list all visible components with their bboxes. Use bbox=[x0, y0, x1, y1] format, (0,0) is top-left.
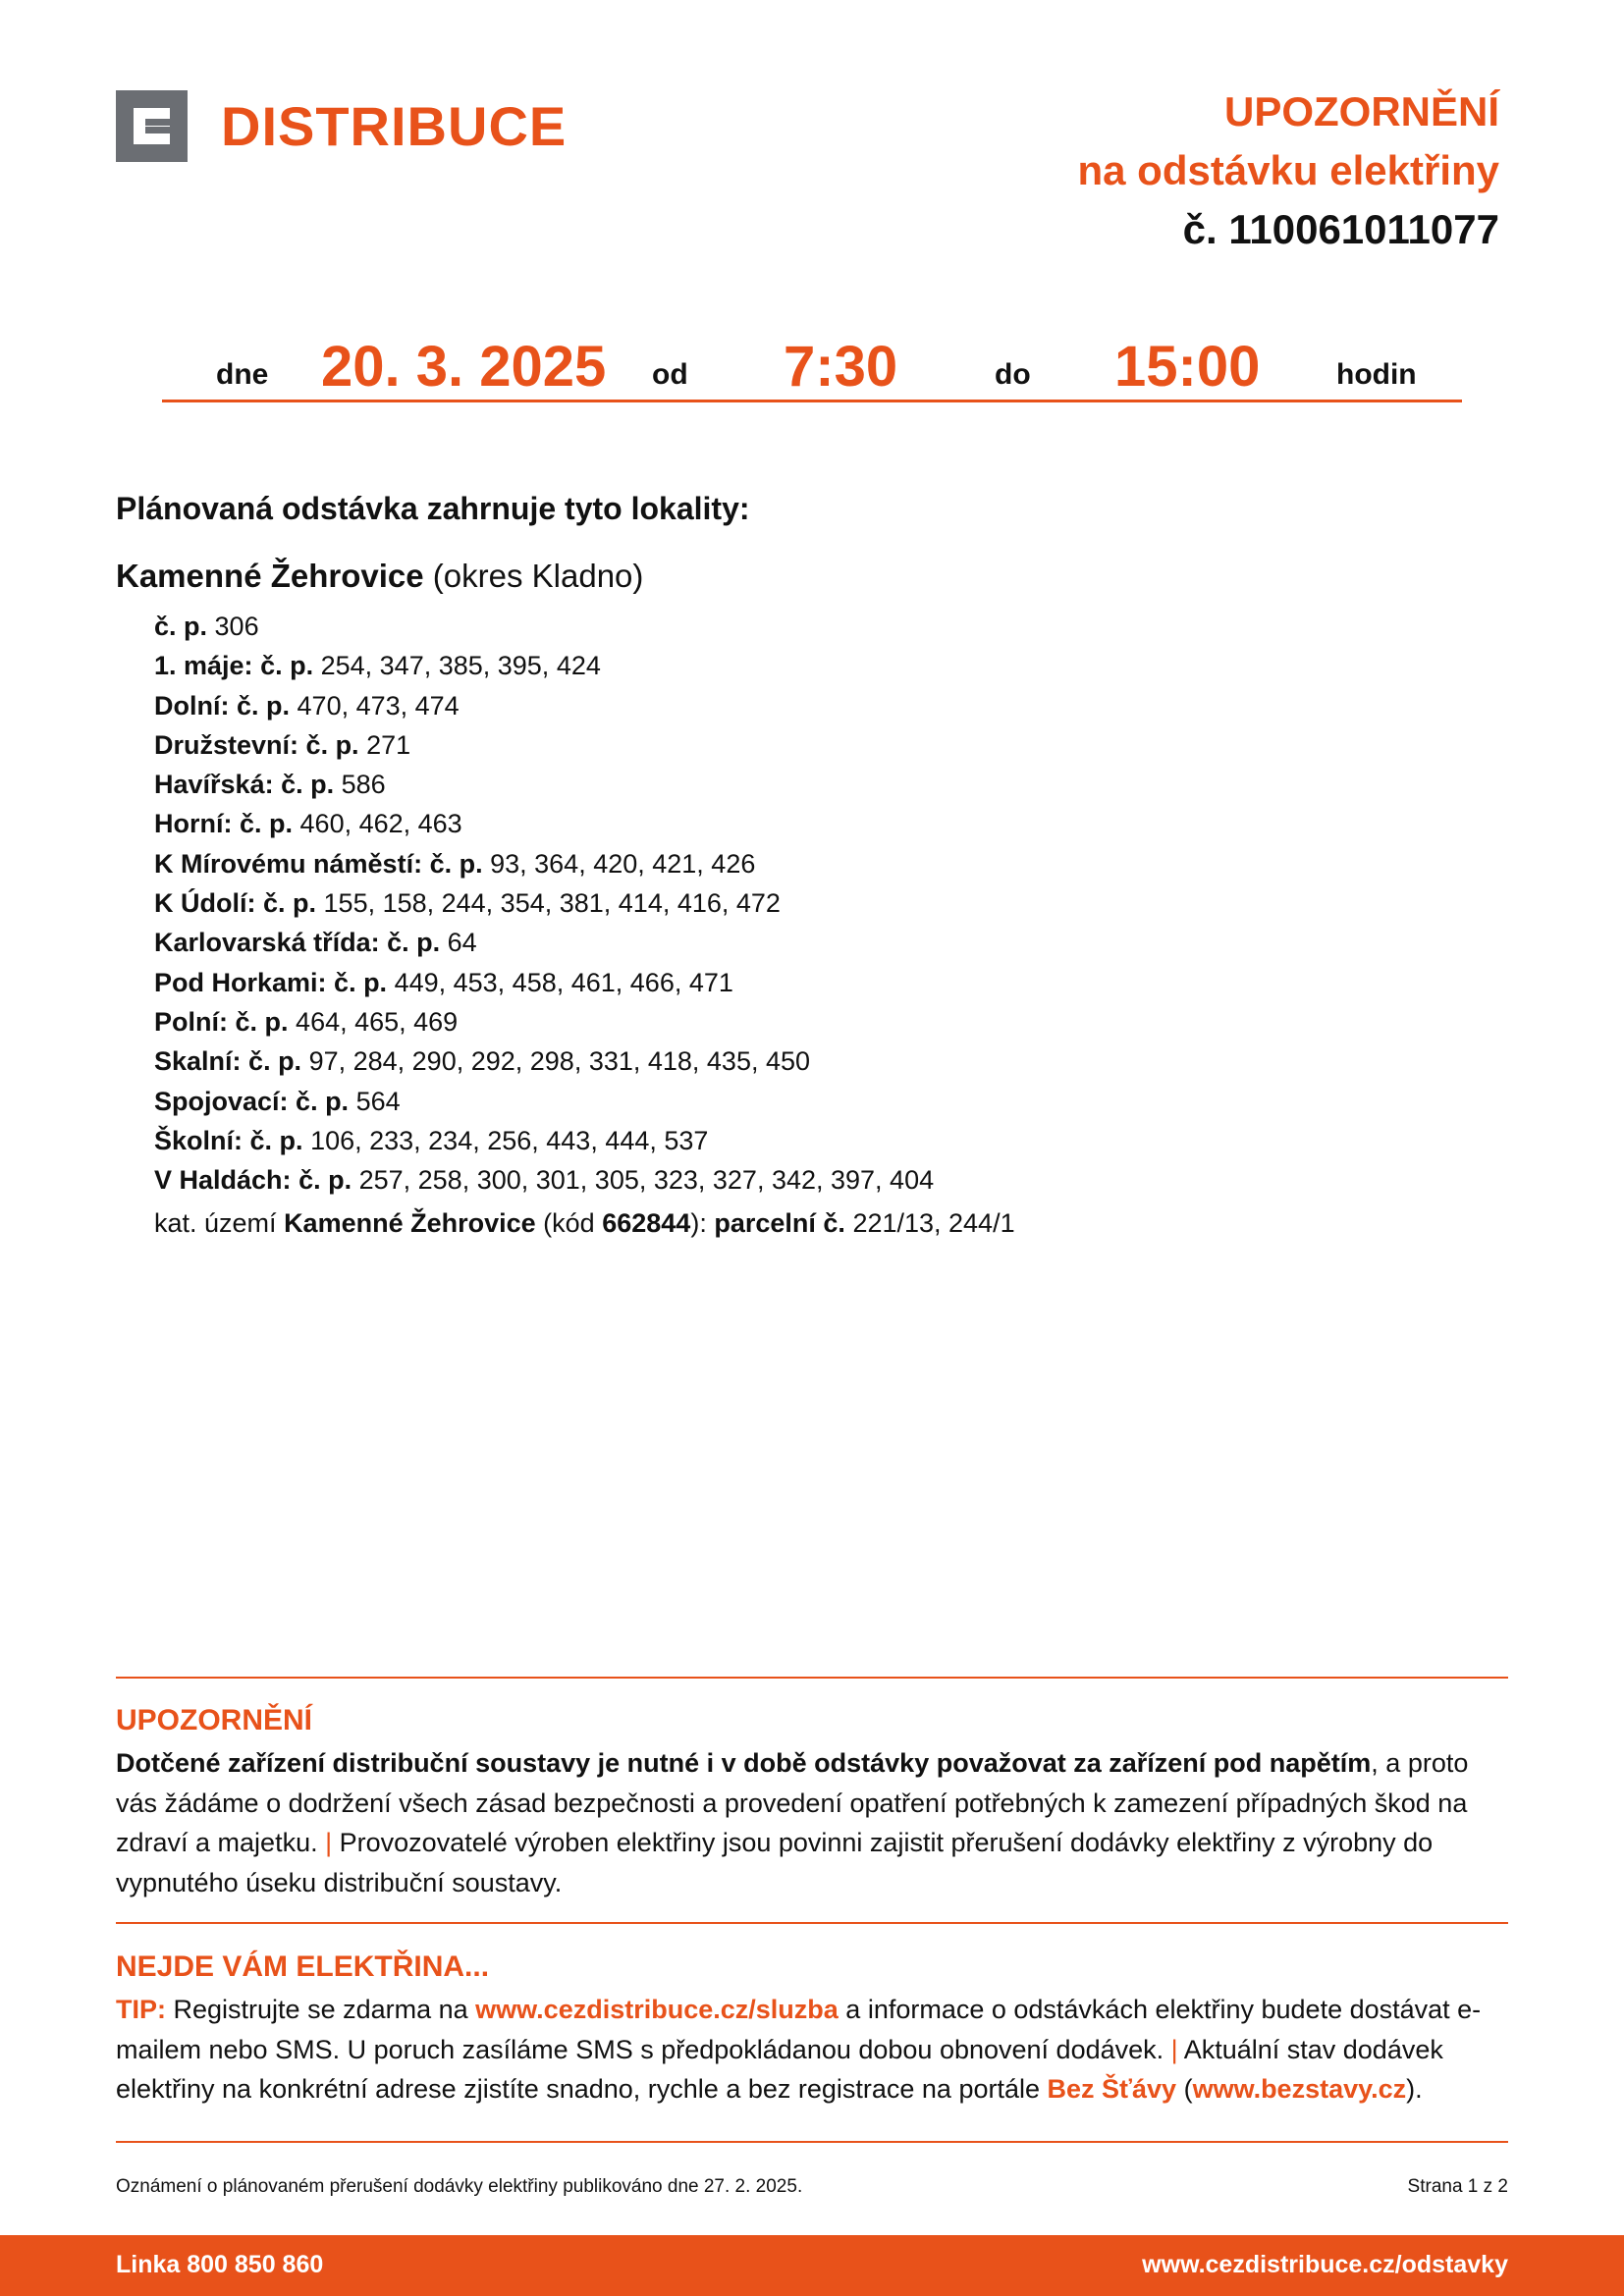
divider bbox=[116, 2141, 1508, 2143]
cadastral-area: Kamenné Žehrovice bbox=[284, 1208, 536, 1238]
company-logo bbox=[116, 90, 567, 162]
house-number-prefix: č. p. bbox=[334, 967, 388, 997]
cadastral-code-close: ): bbox=[690, 1208, 707, 1238]
no-power-body bbox=[116, 1990, 1508, 2109]
house-numbers: 257, 258, 300, 301, 305, 323, 327, 342, 397, 404 bbox=[358, 1165, 935, 1196]
house-number-prefix: č. p. bbox=[305, 729, 359, 760]
address-row bbox=[154, 1041, 934, 1081]
warning-body bbox=[116, 1743, 1508, 1902]
footer-bar bbox=[0, 2235, 1624, 2296]
house-number-prefix: č. p. bbox=[249, 1125, 303, 1155]
separator: | bbox=[1170, 2034, 1178, 2064]
house-number-prefix: č. p. bbox=[260, 651, 314, 681]
outage-schedule bbox=[162, 329, 1462, 402]
tip-label: TIP: bbox=[116, 1995, 166, 2024]
house-numbers: 64 bbox=[447, 928, 477, 958]
warning-bold-text: Dotčené zařízení distribuční soustavy je nutné i v době odstávky považovat za zařízení pod napětím bbox=[116, 1748, 1372, 1778]
house-number-prefix: č. p. bbox=[263, 888, 317, 919]
cadastral-line bbox=[154, 1208, 1015, 1239]
house-numbers: 564 bbox=[355, 1086, 401, 1116]
no-power-text1: Registrujte se zdarma na bbox=[173, 1995, 468, 2024]
house-numbers: 254, 347, 385, 395, 424 bbox=[320, 651, 601, 681]
start-time: 7:30 bbox=[784, 335, 898, 399]
house-numbers: 93, 364, 420, 421, 426 bbox=[490, 848, 756, 879]
service-link[interactable]: www.cezdistribuce.cz/sluzba bbox=[475, 1995, 839, 2024]
divider bbox=[116, 1922, 1508, 1924]
parcel-label: parcelní č. bbox=[714, 1208, 845, 1238]
address-row bbox=[154, 963, 934, 1002]
house-number-prefix: č. p. bbox=[429, 848, 483, 879]
house-number-prefix: č. p. bbox=[296, 1086, 350, 1116]
locations-heading: Plánovaná odstávka zahrnuje tyto lokality: bbox=[116, 491, 750, 526]
street-name: Školní: bbox=[154, 1125, 244, 1155]
paren-open: ( bbox=[1183, 2074, 1193, 2104]
address-row bbox=[154, 607, 934, 646]
house-numbers: 106, 233, 234, 256, 443, 444, 537 bbox=[310, 1125, 709, 1155]
no-power-title: NEJDE VÁM ELEKTŘINA... bbox=[116, 1950, 490, 1983]
house-number-prefix: č. p. bbox=[235, 1006, 289, 1037]
paren-close: ). bbox=[1406, 2074, 1423, 2104]
hours-label: hodin bbox=[1336, 358, 1417, 391]
house-number-prefix: č. p. bbox=[248, 1046, 302, 1077]
street-name: Horní: bbox=[154, 809, 233, 839]
house-numbers: 460, 462, 463 bbox=[299, 809, 462, 839]
portal-name: Bez Šťávy bbox=[1047, 2074, 1177, 2104]
street-name: K Údolí: bbox=[154, 888, 256, 919]
cadastral-code-open: (kód bbox=[543, 1208, 595, 1238]
address-row bbox=[154, 725, 934, 765]
address-row bbox=[154, 1121, 934, 1160]
town-name: Kamenné Žehrovice bbox=[116, 558, 424, 594]
cadastral-label: kat. území bbox=[154, 1208, 277, 1238]
address-row bbox=[154, 1160, 934, 1200]
logo-mark-icon bbox=[116, 90, 188, 162]
street-name: Spojovací: bbox=[154, 1086, 289, 1116]
logo-text: DISTRIBUCE bbox=[221, 95, 568, 157]
town-line bbox=[116, 558, 643, 595]
address-row bbox=[154, 804, 934, 843]
address-row bbox=[154, 923, 934, 962]
house-number-prefix: č. p. bbox=[387, 928, 441, 958]
house-numbers: 306 bbox=[214, 612, 259, 641]
hotline[interactable]: Linka 800 850 860 bbox=[116, 2251, 324, 2278]
house-numbers: 155, 158, 244, 354, 381, 414, 416, 472 bbox=[323, 888, 781, 919]
house-number-prefix: č. p. bbox=[237, 690, 291, 721]
street-name: Havířská: bbox=[154, 770, 274, 800]
street-name: Skalní: bbox=[154, 1046, 242, 1077]
house-numbers: 97, 284, 290, 292, 298, 331, 418, 435, 450 bbox=[308, 1046, 811, 1077]
house-numbers: 464, 465, 469 bbox=[296, 1006, 459, 1037]
address-row bbox=[154, 1082, 934, 1121]
to-label: do bbox=[995, 358, 1031, 391]
house-numbers: 586 bbox=[341, 770, 386, 800]
no-power-text2: a informace o odstávkách elektřiny budete dostávat e-mailem nebo SMS. U poruch zasíláme SMS s předpokládanou dobou obnovení dodávek. bbox=[116, 1995, 1482, 2064]
day-label: dne bbox=[216, 358, 269, 391]
warning-text2: Provozovatelé výroben elektřiny jsou povinni zajistit přerušení dodávky elektřiny z výrobny do vypnutého úseku distribuční soustavy. bbox=[116, 1828, 1434, 1897]
street-name: 1. máje: bbox=[154, 651, 253, 681]
divider bbox=[116, 1677, 1508, 1679]
street-name: V Haldách: bbox=[154, 1165, 292, 1196]
warning-text1: , a proto vás žádáme o dodržení všech zásad bezpečnosti a provedení opatření potřebných k zamezení případných škod na zdraví a majetku. bbox=[116, 1748, 1469, 1857]
warning-title: UPOZORNĚNÍ bbox=[116, 1704, 313, 1736]
house-number-prefix: č. p. bbox=[281, 770, 335, 800]
house-numbers: 271 bbox=[366, 729, 411, 760]
parcel-numbers: 221/13, 244/1 bbox=[852, 1208, 1015, 1238]
end-time: 15:00 bbox=[1114, 335, 1261, 399]
notice-title bbox=[1078, 82, 1500, 259]
district: (okres Kladno) bbox=[432, 558, 644, 594]
address-row bbox=[154, 883, 934, 923]
street-name: Pod Horkami: bbox=[154, 967, 327, 997]
notice-title-line1: UPOZORNĚNÍ bbox=[1223, 88, 1499, 134]
address-row bbox=[154, 765, 934, 804]
street-name: Karlovarská třída: bbox=[154, 928, 380, 958]
street-name: Družstevní: bbox=[154, 729, 299, 760]
address-row bbox=[154, 686, 934, 725]
notice-number: č. 110061011077 bbox=[1182, 206, 1499, 252]
street-name: K Mírovému náměstí: bbox=[154, 848, 423, 879]
bezstavy-link[interactable]: www.bezstavy.cz bbox=[1192, 2074, 1407, 2104]
address-row bbox=[154, 1002, 934, 1041]
address-row bbox=[154, 844, 934, 883]
address-list bbox=[154, 607, 934, 1200]
outage-url-link[interactable]: www.cezdistribuce.cz/odstavky bbox=[1142, 2251, 1508, 2278]
house-numbers: 470, 473, 474 bbox=[297, 690, 460, 721]
published-note: Oznámení o plánovaném přerušení dodávky elektřiny publikováno dne 27. 2. 2025. bbox=[116, 2176, 803, 2197]
house-numbers: 449, 453, 458, 461, 466, 471 bbox=[394, 967, 733, 997]
house-number-prefix: č. p. bbox=[298, 1165, 352, 1196]
street-name: Polní: bbox=[154, 1006, 228, 1037]
page-number: Strana 1 z 2 bbox=[1407, 2176, 1508, 2197]
cadastral-code: 662844 bbox=[602, 1208, 691, 1238]
separator: | bbox=[325, 1828, 333, 1857]
from-label: od bbox=[652, 358, 688, 391]
notice-title-line2: na odstávku elektřiny bbox=[1077, 147, 1499, 193]
outage-date: 20. 3. 2025 bbox=[321, 335, 607, 399]
address-row bbox=[154, 646, 934, 685]
house-number-prefix: č. p. bbox=[240, 809, 294, 839]
no-power-text3: Aktuální stav dodávek elektřiny na konkrétní adrese zjistíte snadno, rychle a bez registrace na portále bbox=[116, 2034, 1443, 2104]
house-number-prefix: č. p. bbox=[154, 612, 208, 641]
street-name: Dolní: bbox=[154, 690, 230, 721]
